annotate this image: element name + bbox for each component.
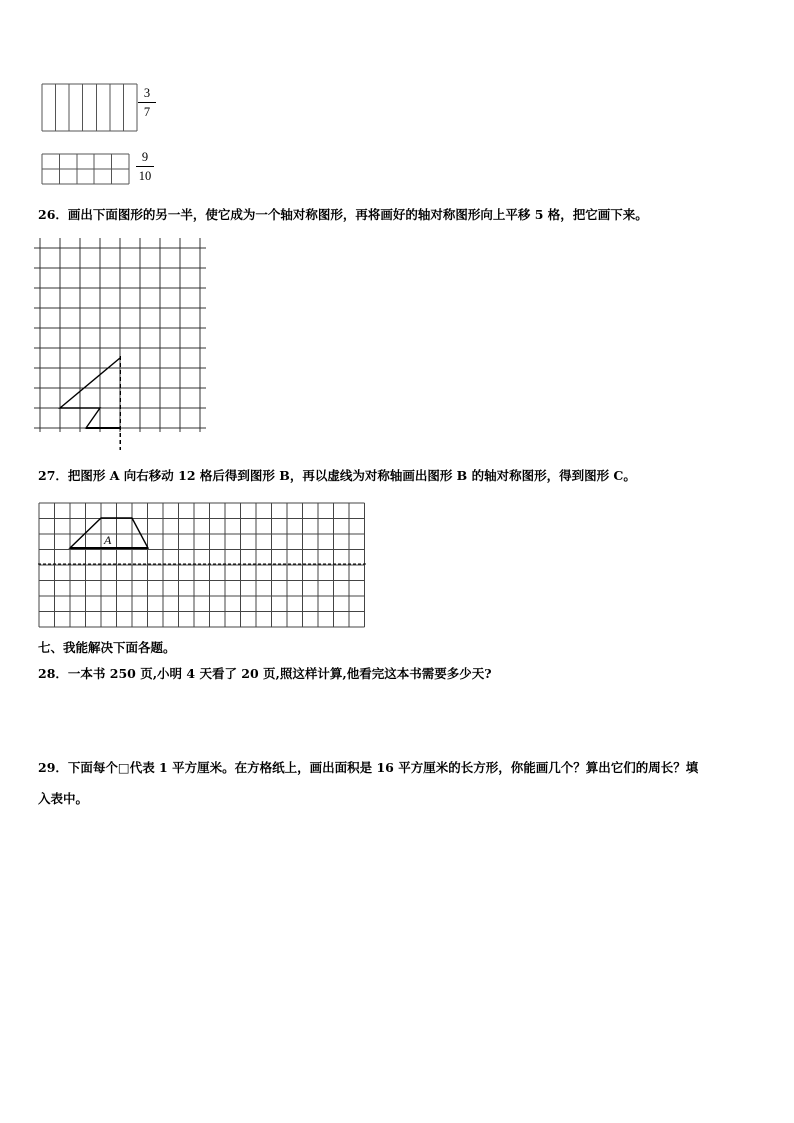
grid-question-27 [36,500,370,628]
question-27: 27．把图形 A 向右移动 12 格后得到图形 B，再以虚线为对称轴画出图形 B 的轴对称图形，得到图形 C。 [38,468,636,483]
fraction-numerator: 9 [141,150,149,164]
section-7-heading: 七、我能解决下面各题。 [38,640,176,655]
question-29-line-1: 29．下面每个□代表 1 平方厘米。在方格纸上，画出面积是 16 平方厘米的长方形，你能画几个？算出它们的周长？填 [38,760,699,775]
grid-question-26 [34,236,212,458]
fraction-denominator: 10 [138,169,152,183]
fraction-three-sevenths [138,86,156,119]
question-26: 26．画出下面图形的另一半，使它成为一个轴对称图形，再将画好的轴对称图形向上平移 5 格，把它画下来。 [38,207,648,222]
fraction-denominator: 7 [143,105,151,119]
question-28: 28．一本书 250 页,小明 4 天看了 20 页,照这样计算,他看完这本书需要多少天? [38,666,492,681]
figure-a-label: A [104,533,112,547]
fraction-numerator: 3 [143,86,151,100]
fraction-bar-sevenths [40,82,140,134]
fraction-nine-tenths [136,150,154,183]
question-29-line-2: 入表中。 [38,791,89,806]
fraction-grid-tenths [40,152,132,186]
